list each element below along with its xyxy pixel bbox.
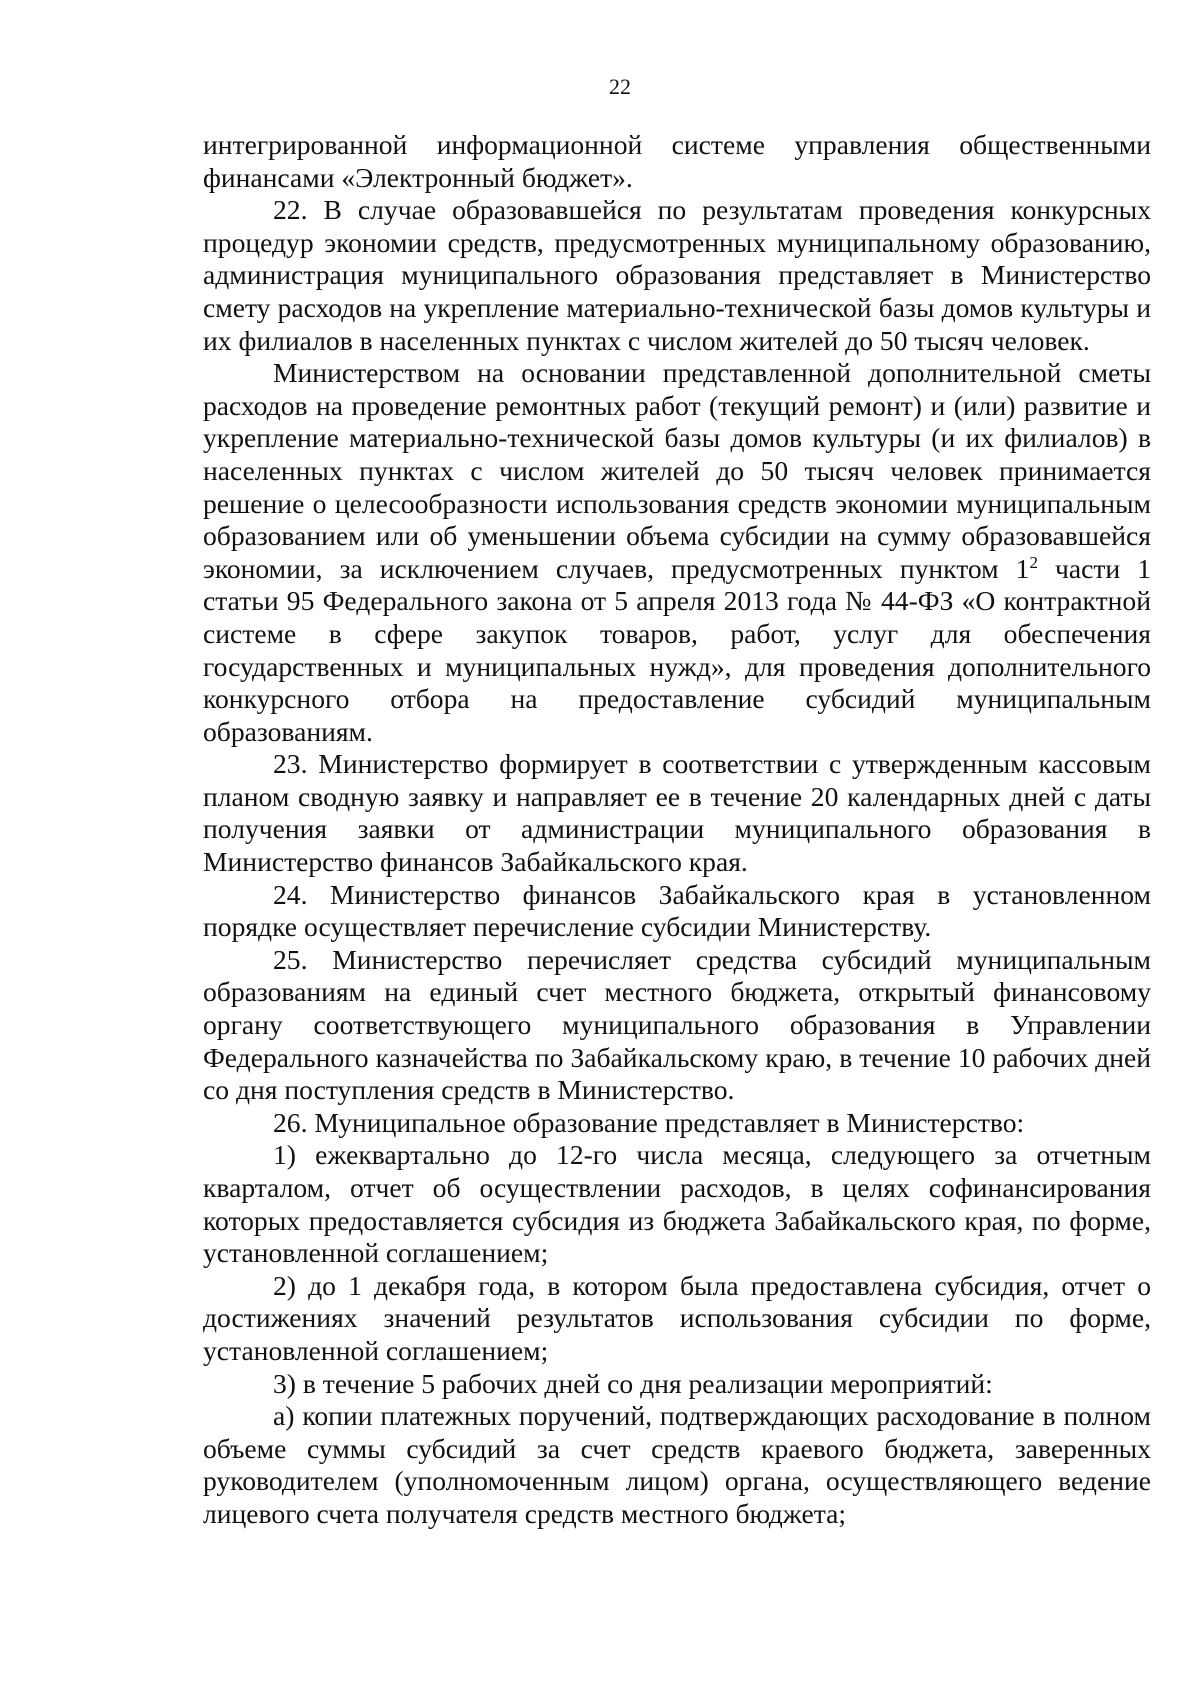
paragraph-item-24: 24. Министерство финансов Забайкальского края в установленном порядке осуществляет перечисление субсидии Министерству. [203,878,1151,943]
paragraph-subitem-a: а) копии платежных поручений, подтверждающих расходование в полном объеме суммы субсидий за счет средств краевого бюджета, заверенных руководителем (уполномоченным лицом) органа, осуществляющего ведение лицевого счета получателя средств местного бюджета; [203,1400,1151,1529]
paragraph-ministry-decision [203,357,1151,748]
paragraph-text-before: Министерством на основании представленной дополнительной сметы расходов на проведение ремонтных работ (текущий ремонт) и (или) развитие и укрепление материально-технической базы домов культуры (и их филиалов) в населенных пунктах с числом жителей до 50 тысяч человек принимается решение о целесообразности использования средств экономии муниципальным образованием или об уменьшении объема субсидии на сумму образовавшейся экономии, за исключением случаев, предусмотренных пунктом 1 [203,357,1151,584]
page-number: 22 [609,74,631,99]
paragraph-text-after: части 1 статьи 95 Федерального закона от 5 апреля 2013 года № 44-ФЗ «О контрактной системе в сфере закупок товаров, работ, услуг для обеспечения государственных и муниципальных нужд», для проведения дополнительного конкурсного отбора на предоставление субсидий муниципальным образованиям. [203,552,1151,747]
paragraph-item-26: 26. Муниципальное образование представляет в Министерство: [273,1106,1025,1138]
paragraph-subitem-3: 3) в течение 5 рабочих дней со дня реализации мероприятий: [273,1367,993,1399]
paragraph-item-23: 23. Министерство формирует в соответствии с утвержденным кассовым планом сводную заявку и направляет ее в течение 20 календарных дней с даты получения заявки от администрации муниципального образования в Министерство финансов Забайкальского края. [203,748,1151,878]
paragraph-item-22: 22. В случае образовавшейся по результатам проведения конкурсных процедур экономии средств, предусмотренных муниципальному образованию, администрация муниципального образования представляет в Министерство смету расходов на укрепление материально-технической базы домов культуры и их филиалов в населенных пунктах с числом жителей до 50 тысяч человек. [203,194,1151,356]
paragraph-item-25: 25. Министерство перечисляет средства субсидий муниципальным образованиям на единый счет местного бюджета, открытый финансовому органу соответствующего муниципального образования в Управлении Федерального казначейства по Забайкальскому краю, в течение 10 рабочих дней со дня поступления средств в Министерство. [203,943,1151,1106]
superscript-2: 2 [1029,552,1038,572]
paragraph-subitem-1: 1) ежеквартально до 12-го числа месяца, следующего за отчетным кварталом, отчет об осуществлении расходов, в целях софинансирования которых предоставляется субсидия из бюджета Забайкальского края, по форме, установленной соглашением; [203,1139,1151,1269]
paragraph-subitem-2: 2) до 1 декабря года, в котором была предоставлена субсидия, отчет о достижениях значений результатов использования субсидии по форме, установленной соглашением; [203,1269,1151,1366]
document-body [203,129,1151,1531]
paragraph-continuation: интегрированной информационной системе управления общественными финансами «Электронный бюджет». [203,129,1151,193]
